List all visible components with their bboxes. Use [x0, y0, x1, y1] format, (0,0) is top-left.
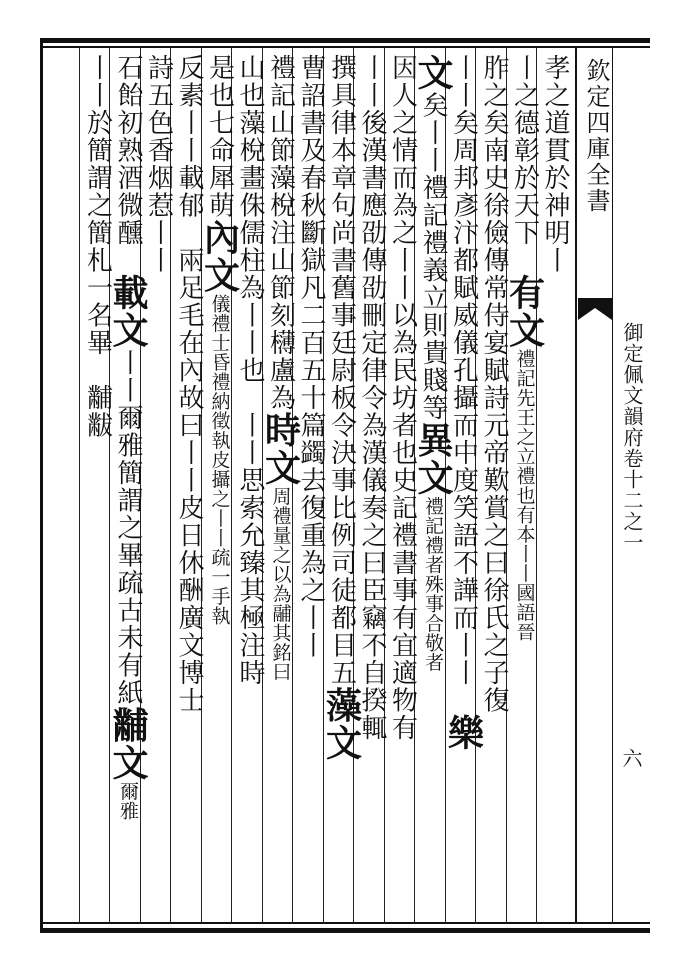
headword: 內文 [198, 219, 241, 294]
text-column [107, 54, 149, 918]
headword: 載文 [107, 274, 149, 349]
annotation-text: 周禮量之以為鬴其銘曰 [269, 486, 292, 682]
left-border [40, 38, 43, 933]
text-column [198, 54, 241, 918]
body-text: 丨丨爾雅簡謂之畢疏古未有紙 [113, 349, 143, 707]
text-column [172, 54, 206, 918]
annotation-text: 禮記先王之立禮也有本丨丨國語晉 [513, 349, 536, 642]
bottom-border [40, 928, 650, 933]
text-column [538, 54, 572, 918]
annotation-text: 爾雅 [117, 781, 139, 821]
text-column [320, 54, 363, 918]
body-text: 丨之德彰於天下 [509, 54, 540, 274]
body-text: 反素丨丨載郁 兩足毛在內故曰丨丨皮日休酬廣文博士 [174, 54, 204, 714]
volume-title: 御定佩文韻府卷十二之一 [620, 322, 644, 553]
body-text: 矣丨丨禮記禮義立則貴賤等 [418, 91, 448, 422]
book-title: 欽定四庫全書 [582, 58, 610, 214]
headword: 異文 [412, 421, 454, 497]
body-text: 丨丨於簡謂之簡札一名畢 黼黻 [82, 54, 113, 439]
text-column [81, 54, 115, 918]
leaf-number: 六 [619, 748, 643, 768]
text-column [503, 54, 546, 918]
text-column [477, 54, 511, 918]
body-text: 丨丨矣周邦彥汴都賦威儀孔攝而中度笑語不譁而丨丨 [448, 54, 479, 714]
text-column [355, 54, 389, 918]
headword: 文 [412, 54, 454, 92]
body-text: 丨丨後漢書應劭傳劭刪定律令為漢儀奏之曰臣竊不自揆輒 [357, 54, 387, 742]
body-text: 胙之矣南史徐儉傳常侍宴賦詩元帝歎賞之曰徐氏之子復 [479, 54, 509, 714]
column-rule [79, 48, 80, 922]
bottom-border-inner [40, 922, 650, 924]
margin-center-rule [612, 48, 613, 922]
body-text: 是也七命犀萌 [204, 54, 235, 219]
headword: 有文 [503, 274, 546, 349]
headword: 黼文 [107, 706, 149, 782]
text-column [412, 54, 454, 918]
fish-tail-mark-icon [578, 298, 612, 320]
body-text: 詩五色香烟惹丨丨 [143, 54, 174, 274]
top-border-inner [40, 46, 650, 48]
text-column [259, 54, 302, 918]
text-column [386, 54, 420, 918]
body-text: 山也藻梲畫侏儒柱為丨丨也 丨丨思索允臻其極注時 [235, 54, 265, 687]
headword: 藻文 [320, 686, 363, 762]
text-column [233, 54, 267, 918]
text-column [142, 54, 176, 918]
top-border [40, 38, 650, 43]
body-text: 曹詔書及春秋斷獄凡二百五十篇蠲去復重為之丨丨 [296, 54, 326, 659]
body-text: 石飴初熟酒微醺 [113, 54, 143, 274]
headword: 時文 [259, 411, 302, 487]
margin-divider [575, 48, 577, 922]
body-text: 因人之情而為之丨丨以為民坊者也史記禮書事有宜適物有 [387, 54, 418, 742]
body-text: 禮記山節藻梲注山節刻欂盧為 [265, 54, 296, 412]
annotation-text: 儀禮士昏禮納徵執皮攝之丨丨疏一手執 [208, 294, 231, 626]
annotation-text: 禮記禮者殊事合敬者 [422, 496, 444, 672]
body-text: 撰具律本章句尚書舊事廷尉板令決事比例司徒都目五 [326, 54, 357, 687]
headword: 樂 [442, 714, 485, 752]
body-text: 孝之道貫於神明丨 [540, 54, 570, 274]
